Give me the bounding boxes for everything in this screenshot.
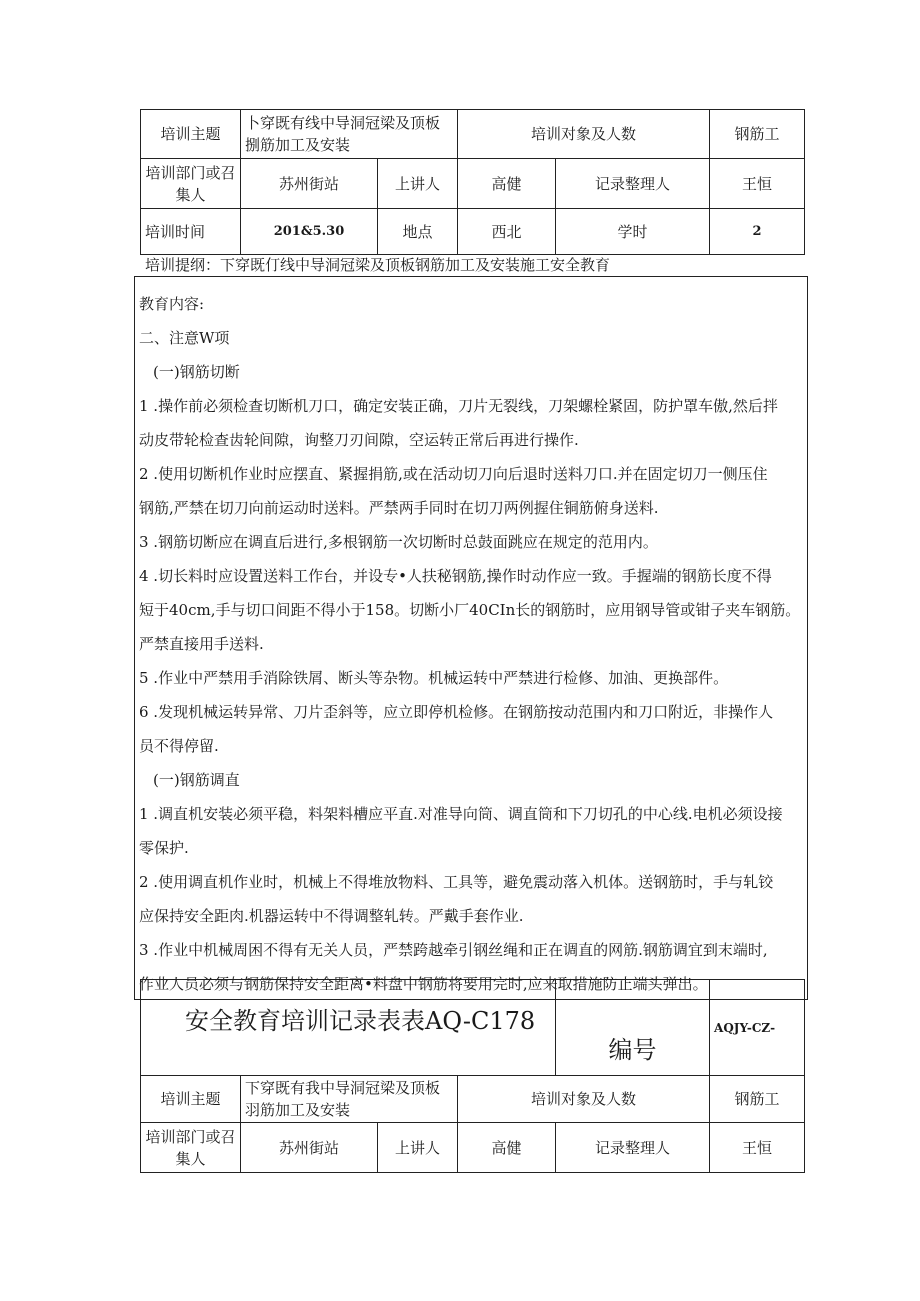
paragraph: 2 .使用切断机作业时应摆直、紧握捐筋,或在活动切刀向后退时送料刀口.并在固定切刀一侧压住: [139, 465, 768, 483]
lecturer-value: 高健: [458, 1123, 556, 1173]
dept-label: 培训部门或召集人: [141, 1123, 241, 1173]
paragraph: 4 .切长料时应设置送料工作台，并设专•人扶秘钢筋,操作时动作应一致。手握端的钢筋长度不得: [139, 567, 772, 585]
time-label: 培训时间: [141, 209, 241, 255]
subsection-cutting: (一)钢筋切断: [153, 363, 240, 381]
paragraph: 钢筋,严禁在切刀向前运动时送料。严禁两手同时在切刀两例握住铜筋俯身送料.: [139, 499, 659, 517]
hours-value: 2: [710, 209, 805, 255]
code-value: AQJY-CZ-: [710, 980, 805, 1076]
recorder-value: 王恒: [710, 159, 805, 209]
topic-value: 下穿既有我中导洞冠梁及顶板羽筋加工及安装: [241, 1076, 458, 1123]
audience-label: 培训对象及人数: [458, 110, 710, 159]
audience-value: 钢筋工: [710, 110, 805, 159]
content-heading: 教育内容:: [139, 295, 205, 313]
lecturer-label: 上讲人: [378, 1123, 458, 1173]
place-value: 西北: [458, 209, 556, 255]
audience-label: 培训对象及人数: [458, 1076, 710, 1123]
paragraph: 零保护.: [139, 839, 189, 857]
recorder-label: 记录整理人: [556, 1123, 710, 1173]
paragraph: 严禁直接用手送料.: [139, 635, 264, 653]
hours-label: 学时: [556, 209, 710, 255]
paragraph: 动皮带轮检查齿轮间隙，询整刀刃间隙，空运转正常后再进行操作.: [139, 431, 579, 449]
paragraph: 作业人员必须与钢筋保持安全距离•料盘中钢筋将要用完时,应来取措施防止端头弹出。: [139, 975, 708, 993]
topic-label: 培训主题: [141, 1076, 241, 1123]
education-content: [134, 276, 808, 1000]
training-record-table: [140, 979, 805, 1173]
dept-value: 苏州街站: [241, 159, 378, 209]
time-value: 201&5.30: [241, 209, 378, 255]
paragraph: 1 .操作前必须检查切断机刀口，确定安装正确，刀片无裂线，刀架螺栓紧固，防护罩车傲,然后拌: [139, 397, 778, 415]
paragraph: 2 .使用调直机作业时，机械上不得堆放物料、工具等，避免震动落入机体。送钢筋时，手与轧铰: [139, 873, 774, 891]
section-heading: 二、注意W项: [139, 329, 230, 347]
lecturer-label: 上讲人: [378, 159, 458, 209]
paragraph: 3 .钢筋切断应在调直后进行,多根钢筋一次切断时总鼓面跳应在规定的范用内。: [139, 533, 658, 551]
training-outline: 培训提纲：下穿既仃线中导洞冠梁及顶板钢筋加工及安装施工安全教育: [145, 256, 611, 274]
training-info-table: [140, 109, 805, 255]
lecturer-value: 高健: [458, 159, 556, 209]
form-title: 安全教育培训记录表表AQ-C178: [141, 980, 556, 1076]
code-label: 编号: [556, 980, 710, 1076]
dept-value: 苏州街站: [241, 1123, 378, 1173]
paragraph: 应保持安全距肉.机器运转中不得调整轧转。严戴手套作业.: [139, 907, 524, 925]
paragraph: 员不得停留.: [139, 737, 219, 755]
dept-label: 培训部门或召集人: [141, 159, 241, 209]
audience-value: 钢筋工: [710, 1076, 805, 1123]
recorder-label: 记录整理人: [556, 159, 710, 209]
paragraph: 5 .作业中严禁用手消除铁屑、断头等杂物。机械运转中严禁进行检修、加油、更换部件。: [139, 669, 729, 687]
subsection-straightening: (一)钢筋调直: [153, 771, 240, 789]
paragraph: 1 .调直机安装必须平稳，料架料槽应平直.对准导向筒、调直筒和下刀切孔的中心线.电机必须设接: [139, 805, 783, 823]
paragraph: 3 .作业中机械周困不得有无关人员，严禁跨越牵引钢丝绳和正在调直的网筋.钢筋调宜到末端时,: [139, 941, 768, 959]
paragraph: 6 .发现机械运转异常、刀片歪斜等，应立即停机检修。在钢筋按动范围内和刀口附近，非操作人: [139, 703, 774, 721]
topic-label: 培训主题: [141, 110, 241, 159]
paragraph: 短于40cm,手与切口间距不得小于158。切断小厂40CIn长的钢筋时，应用钢导管或钳子夹车钢筋。: [139, 601, 801, 619]
place-label: 地点: [378, 209, 458, 255]
recorder-value: 王恒: [710, 1123, 805, 1173]
topic-value: 卜穿既有线中导洞冠梁及顶板捌筋加工及安装: [241, 110, 458, 159]
